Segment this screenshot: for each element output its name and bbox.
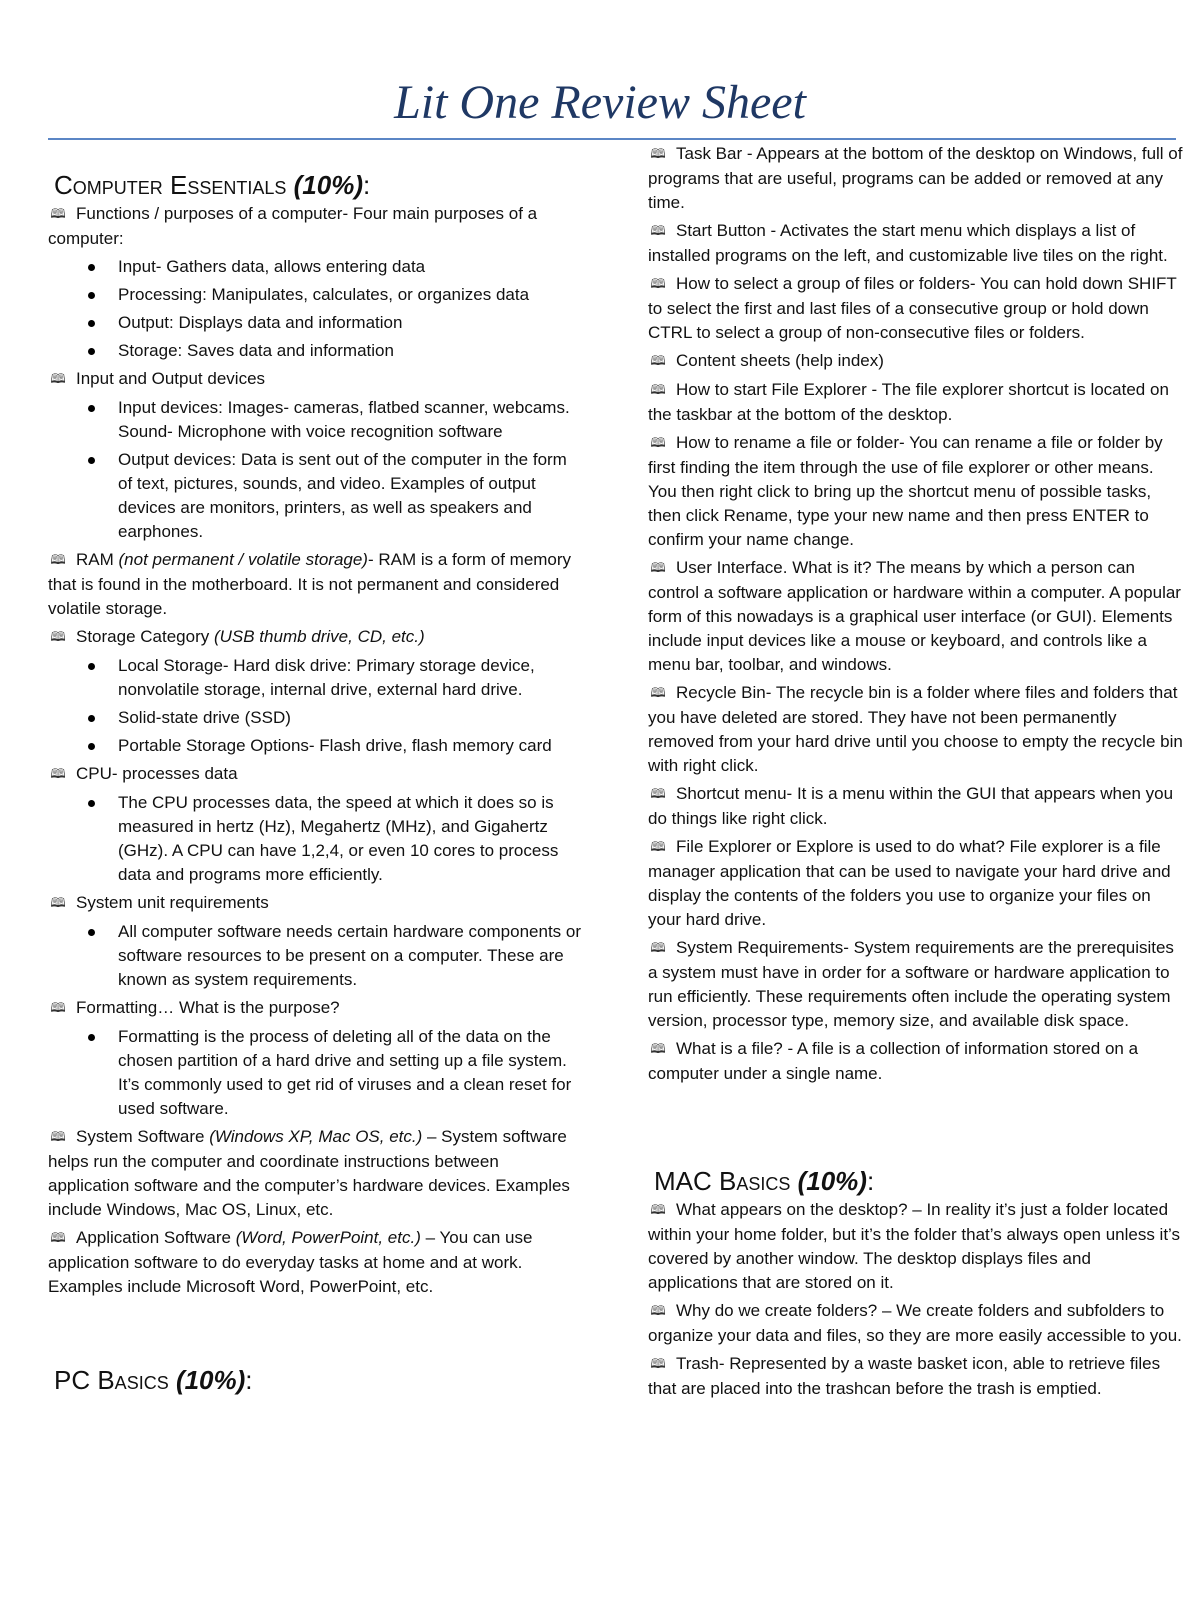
- open-book-icon: 🕮: [650, 223, 666, 238]
- open-book-icon: 🕮: [650, 382, 666, 397]
- open-book-icon: 🕮: [650, 435, 666, 450]
- list-item: 🕮 RAM (not permanent / volatile storage)- RAM is a form of memory that is found in the motherboard. It is not permanent and considered volatile storage.: [48, 550, 572, 618]
- title-divider: [48, 138, 1176, 140]
- bullet-list: [48, 1025, 583, 1121]
- bullet-item: Input- Gathers data, allows entering data: [118, 255, 583, 279]
- open-book-icon: 🕮: [50, 371, 66, 386]
- list-item: 🕮 Application Software (Word, PowerPoint, etc.) – You can use application software to do everyday tasks at home and at work. Examples include Microsoft Word, PowerPoint, etc.: [48, 1228, 533, 1296]
- bullet-item: Local Storage- Hard disk drive: Primary storage device, nonvolatile storage, internal drive, external hard drive.: [118, 654, 583, 702]
- bullet-icon: [88, 715, 95, 722]
- list-item: 🕮 Trash- Represented by a waste basket icon, able to retrieve files that are placed into the trashcan before the trash is emptied.: [648, 1354, 1161, 1398]
- list-item: 🕮 Why do we create folders? – We create folders and subfolders to organize your data and files, so they are more easily accessible to you.: [648, 1301, 1182, 1345]
- list-item: 🕮 System Software (Windows XP, Mac OS, etc.) – System software helps run the computer and coordinate instructions between application software and the computer’s hardware devices. Examples include Windows, Mac OS, Linux, etc.: [48, 1127, 570, 1219]
- bullet-item: Input devices: Images- cameras, flatbed scanner, webcams. Sound- Microphone with voice recognition software: [118, 396, 583, 444]
- bullet-item: Output: Displays data and information: [118, 311, 583, 335]
- open-book-icon: 🕮: [650, 940, 666, 955]
- list-item: 🕮 System Requirements- System requirements are the prerequisites a system must have in order for a software or hardware application to run efficiently. These requirements often include the operating system version, processor type, memory size, and available disk space.: [648, 938, 1174, 1030]
- open-book-icon: 🕮: [650, 786, 666, 801]
- section-heading-mac-basics: MAC Basics (10%):: [654, 1166, 875, 1196]
- bullet-list: [48, 791, 583, 887]
- bullet-icon: [88, 320, 95, 327]
- bullet-icon: [88, 292, 95, 299]
- list-item: 🕮 How to select a group of files or folders- You can hold down SHIFT to select the first and last files of a consecutive group or hold down CTRL to select a group of non-consecutive files or folders.: [648, 274, 1177, 342]
- open-book-icon: 🕮: [650, 685, 666, 700]
- list-item: 🕮 Task Bar - Appears at the bottom of the desktop on Windows, full of programs that are useful, programs can be added or removed at any time.: [648, 144, 1183, 212]
- open-book-icon: 🕮: [50, 552, 66, 567]
- list-item: 🕮 Formatting… What is the purpose? Formatting is the process of deleting all of the data on the chosen partition of a hard drive and setting up a file system. It’s commonly used to get rid of viruses and a clean reset for used software.: [48, 996, 583, 1121]
- open-book-icon: 🕮: [650, 560, 666, 575]
- bullet-list: [48, 396, 583, 544]
- bullet-icon: [88, 743, 95, 750]
- section-heading-computer-essentials: Computer Essentials (10%):: [54, 170, 371, 200]
- bullet-icon: [88, 1034, 95, 1041]
- open-book-icon: 🕮: [50, 206, 66, 221]
- list-item: 🕮 How to rename a file or folder- You can rename a file or folder by first finding the item through the use of file explorer or other means. You then right click to bring up the shortcut menu of possible tasks, then click Rename, type your new name and then press ENTER to confirm your name change.: [648, 433, 1163, 549]
- bullet-icon: [88, 405, 95, 412]
- open-book-icon: 🕮: [50, 895, 66, 910]
- list-item: 🕮 File Explorer or Explore is used to do what? File explorer is a file manager application that can be used to navigate your hard drive and display the contents of the folders you use to organize your files on your hard drive.: [648, 837, 1171, 929]
- list-item: 🕮 Recycle Bin- The recycle bin is a folder where files and folders that you have deleted are stored. They have not been permanently removed from your hard drive until you choose to empty the recycle bin with right click.: [648, 683, 1183, 775]
- open-book-icon: 🕮: [650, 353, 666, 368]
- open-book-icon: 🕮: [50, 1000, 66, 1015]
- bullet-item: Processing: Manipulates, calculates, or organizes data: [118, 283, 583, 307]
- section-heading-pc-basics: PC Basics (10%):: [54, 1365, 253, 1395]
- bullet-item: Formatting is the process of deleting all of the data on the chosen partition of a hard drive and setting up a file system. It’s commonly used to get rid of viruses and a clean reset for used software.: [118, 1025, 583, 1121]
- open-book-icon: 🕮: [650, 276, 666, 291]
- bullet-item: Solid-state drive (SSD): [118, 706, 583, 730]
- bullet-item: Storage: Saves data and information: [118, 339, 583, 363]
- list-item: 🕮 Storage Category (USB thumb drive, CD, etc.) Local Storage- Hard disk drive: Primary storage device, nonvolatile storage, internal drive, external hard drive. Solid-state drive (SSD) Portable Storage Options- Flash drive, flash memory card: [48, 625, 583, 758]
- open-book-icon: 🕮: [650, 146, 666, 161]
- bullet-item: All computer software needs certain hardware components or software resources to be present on a computer. These are known as system requirements.: [118, 920, 583, 992]
- list-item: 🕮 What appears on the desktop? – In reality it’s just a folder located within your home folder, but it’s the folder that’s always open unless it’s covered by another window. The desktop displays files and applications that are stored on it.: [648, 1200, 1181, 1292]
- bullet-icon: [88, 264, 95, 271]
- list-item: 🕮 Start Button - Activates the start menu which displays a list of installed programs on the left, and customizable live tiles on the right.: [648, 221, 1168, 265]
- bullet-item: The CPU processes data, the speed at which it does so is measured in hertz (Hz), Megahertz (MHz), and Gigahertz (GHz). A CPU can have 1,2,4, or even 10 cores to process data and programs more efficiently.: [118, 791, 583, 887]
- open-book-icon: 🕮: [50, 766, 66, 781]
- list-item: 🕮 How to start File Explorer - The file explorer shortcut is located on the taskbar at the bottom of the desktop.: [648, 380, 1169, 424]
- open-book-icon: 🕮: [650, 1356, 666, 1371]
- list-item: 🕮 System unit requirements All computer software needs certain hardware components or software resources to be present on a computer. These are known as system requirements.: [48, 891, 583, 992]
- bullet-icon: [88, 929, 95, 936]
- bullet-list: [48, 255, 583, 363]
- list-item: 🕮 Input and Output devices Input devices: Images- cameras, flatbed scanner, webcams. Sound- Microphone with voice recognition software Output devices: Data is sent out of the computer in the form of text, pictures, sounds, and video. Examples of output devices are monitors, printers, as well as speakers and earphones.: [48, 367, 583, 544]
- open-book-icon: 🕮: [650, 839, 666, 854]
- left-column: [48, 146, 583, 1397]
- open-book-icon: 🕮: [50, 1129, 66, 1144]
- open-book-icon: 🕮: [650, 1041, 666, 1056]
- open-book-icon: 🕮: [50, 629, 66, 644]
- bullet-list: [48, 654, 583, 758]
- bullet-item: Portable Storage Options- Flash drive, flash memory card: [118, 734, 583, 758]
- bullet-icon: [88, 457, 95, 464]
- bullet-item: Output devices: Data is sent out of the computer in the form of text, pictures, sounds, and video. Examples of output devices are monitors, printers, as well as speakers and earphones.: [118, 448, 583, 544]
- list-item: 🕮 Content sheets (help index): [648, 349, 1183, 374]
- bullet-icon: [88, 800, 95, 807]
- open-book-icon: 🕮: [650, 1303, 666, 1318]
- page-title: Lit One Review Sheet: [394, 76, 806, 129]
- open-book-icon: 🕮: [50, 1230, 66, 1245]
- right-column: [648, 142, 1183, 1405]
- bullet-icon: [88, 663, 95, 670]
- bullet-icon: [88, 348, 95, 355]
- list-item: 🕮 Shortcut menu- It is a menu within the GUI that appears when you do things like right click.: [648, 784, 1174, 828]
- list-item: 🕮 CPU- processes data The CPU processes data, the speed at which it does so is measured in hertz (Hz), Megahertz (MHz), and Gigahertz (GHz). A CPU can have 1,2,4, or even 10 cores to process data and programs more efficiently.: [48, 762, 583, 887]
- bullet-list: [48, 920, 583, 992]
- list-item: 🕮 What is a file? - A file is a collection of information stored on a computer under a single name.: [648, 1039, 1139, 1083]
- list-item: 🕮 Functions / purposes of a computer- Four main purposes of a computer: Input- Gathers data, allows entering data Processing: Manipulates, calculates, or organizes data Output: Displays data and information Storage: Saves data and information: [48, 202, 583, 363]
- open-book-icon: 🕮: [650, 1202, 666, 1217]
- list-item: 🕮 User Interface. What is it? The means by which a person can control a software application or hardware within a computer. A popular form of this nowadays is a graphical user interface (or GUI). Elements include input devices like a mouse or keyboard, and controls like a menu bar, toolbar, and windows.: [648, 558, 1181, 674]
